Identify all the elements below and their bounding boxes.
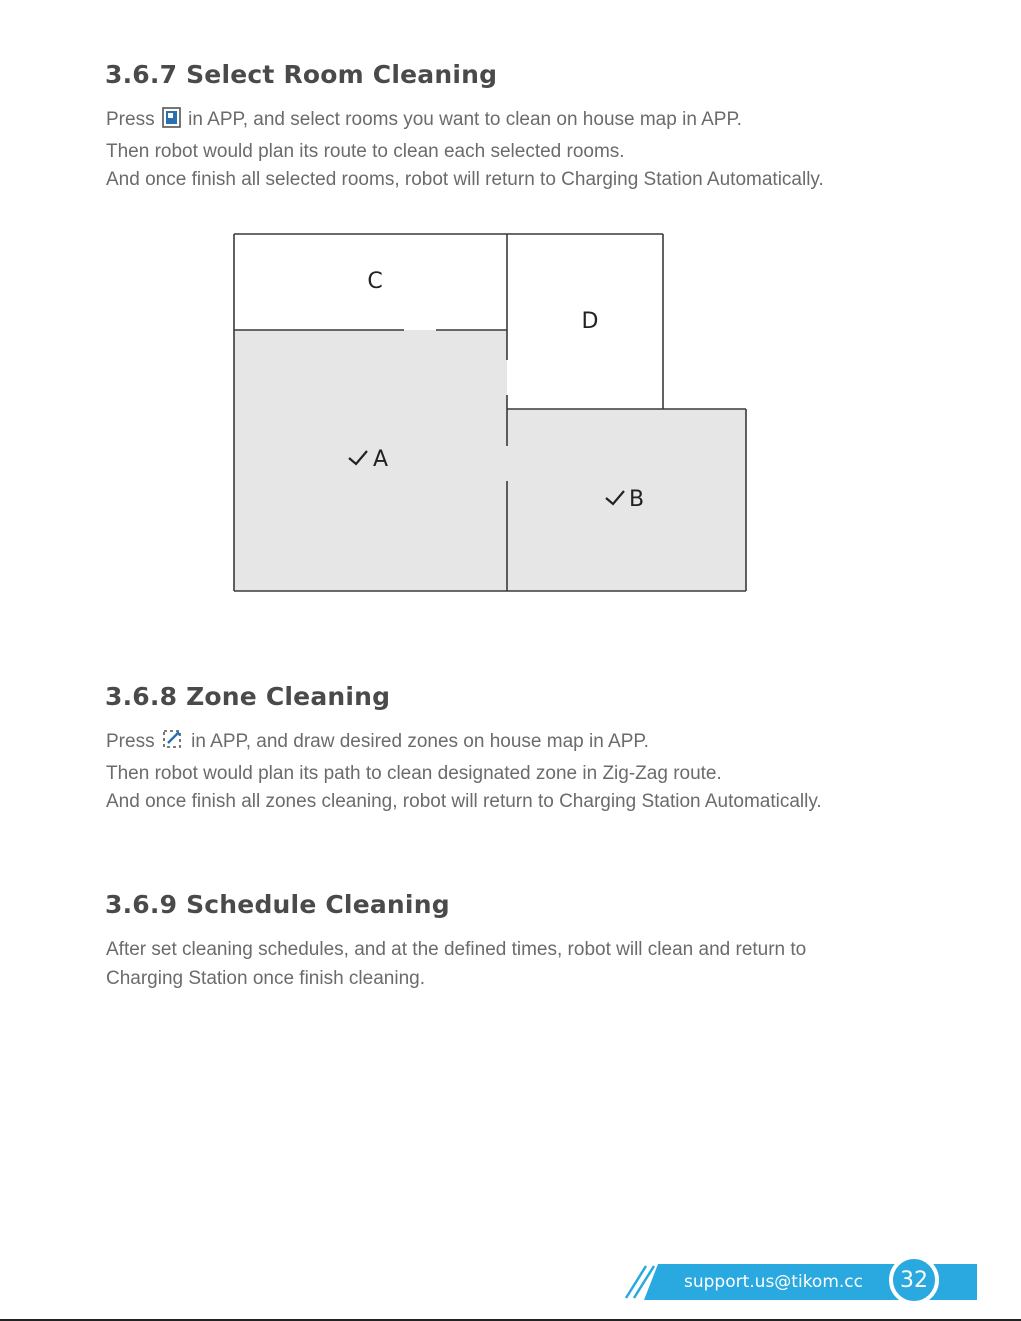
support-email[interactable]: support.us@tikom.cc — [684, 1272, 863, 1292]
paragraph-line: Then robot would plan its route to clean each selected rooms. — [106, 140, 625, 162]
page-number-badge — [889, 1255, 939, 1305]
text-fragment: in APP, and draw desired zones on house map in APP. — [191, 731, 649, 752]
paragraph-line: Charging Station once finish cleaning. — [106, 967, 425, 989]
section-title-schedule-cleaning: 3.6.9 Schedule Cleaning — [105, 890, 450, 919]
paragraph-line: And once finish all selected rooms, robot will return to Charging Station Automatically. — [106, 169, 824, 190]
room-select-icon — [162, 107, 181, 138]
room-label-b: B — [629, 487, 645, 512]
section-title-select-room-cleaning: 3.6.7 Select Room Cleaning — [105, 60, 498, 89]
house-map — [226, 226, 756, 602]
zone-cleaning-text — [106, 728, 822, 817]
room-a — [234, 330, 507, 591]
text-fragment: Press — [106, 731, 155, 752]
zone-draw-icon — [162, 728, 184, 760]
room-b — [507, 409, 746, 591]
paragraph-line — [106, 106, 824, 138]
text-fragment: Press — [106, 109, 155, 130]
paragraph-line: Then robot would plan its path to clean designated zone in Zig-Zag route. — [106, 762, 722, 784]
room-label-d: D — [581, 309, 599, 334]
paragraph-line: And once finish all zones cleaning, robot will return to Charging Station Automatically. — [106, 791, 822, 812]
schedule-cleaning-text — [106, 936, 806, 993]
text-fragment: in APP, and select rooms you want to clean on house map in APP. — [188, 109, 742, 130]
paragraph-line — [106, 728, 822, 760]
page-number: 32 — [900, 1267, 928, 1293]
paragraph-line: After set cleaning schedules, and at the defined times, robot will clean and return to — [106, 939, 807, 960]
room-label-a: A — [373, 447, 389, 472]
room-label-c: C — [367, 269, 383, 294]
select-room-cleaning-text — [106, 106, 824, 195]
section-title-zone-cleaning: 3.6.8 Zone Cleaning — [105, 682, 391, 711]
